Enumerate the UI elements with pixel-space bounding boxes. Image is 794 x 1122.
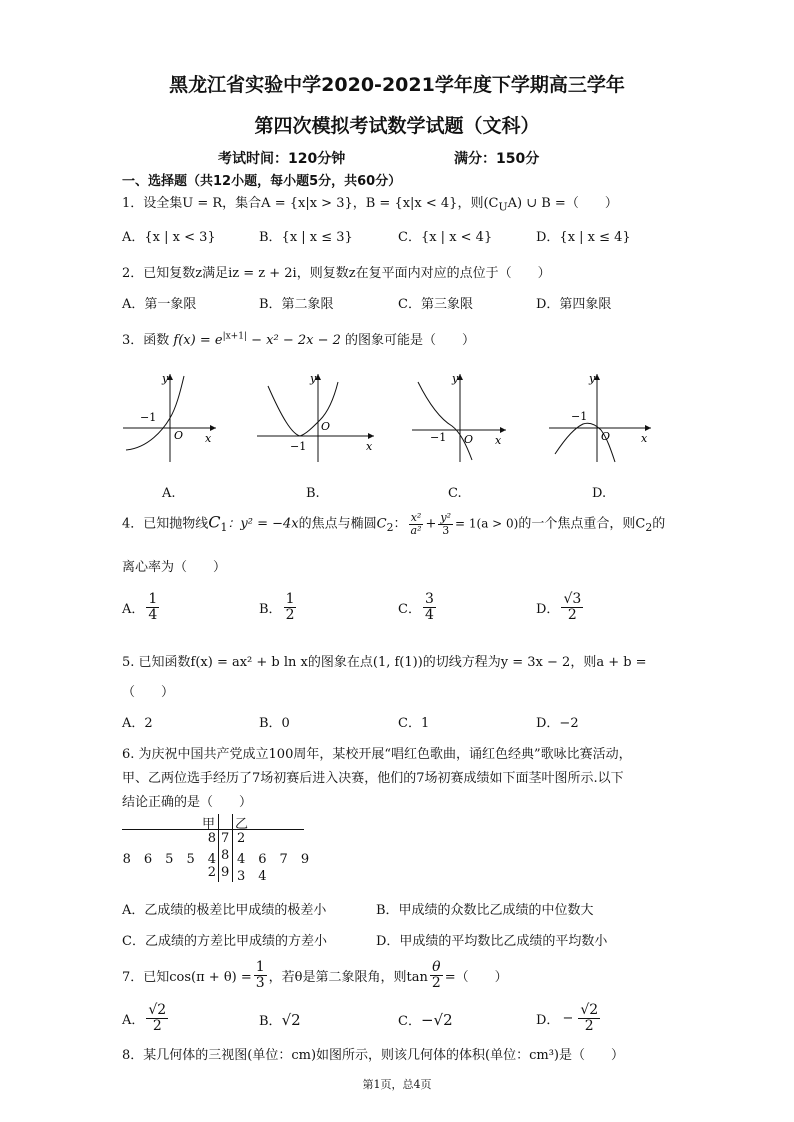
page-title-line2: 第四次模拟考试数学试题（文科） <box>254 115 540 137</box>
graph-a-y-label: y <box>162 372 169 385</box>
q7-option-c: C． −√2 <box>398 1010 453 1029</box>
graph-b-x-label: x <box>366 440 373 453</box>
graph-a <box>118 368 218 464</box>
graph-d-y-label: y <box>589 372 596 385</box>
q5-option-b: B．0 <box>259 716 290 731</box>
graph-b-origin: O <box>321 420 331 433</box>
q1-option-a: A．{x | x < 3} <box>122 230 216 245</box>
page-footer: 第1页，总4页 <box>362 1078 432 1091</box>
question-5-stem: 5. 已知函数f(x) = ax² + b ln x的图象在点(1, f(1))的切线方程为y = 3x − 2，则a + b = <box>122 655 647 670</box>
graph-c-x-label: x <box>495 434 502 447</box>
q1-option-c: C．{x | x < 4} <box>398 230 493 245</box>
q4-option-d: D． $\frac{√3}{2}$ <box>536 591 582 623</box>
stem-leaf-head-right: 乙 <box>235 817 249 832</box>
stem-leaf-row-3-right: 3 4 <box>237 869 267 884</box>
question-4-stem: 4．已知抛物线$C_1$：y² = −4x的焦点与椭圆$C_2$： $\frac{\text{x²}}{\text{a²}}$ + $\frac{\text{y²}}{3}$ = 1(a > 0)的一个焦点重合，则$C_2$的 <box>122 511 666 537</box>
graph-d-minus-one: −1 <box>571 410 588 423</box>
q4-option-b: B． $\frac{1}{2}$ <box>259 591 295 623</box>
graph-a-origin: O <box>174 429 184 442</box>
stem-leaf-row-2-stem: 8 <box>221 848 230 863</box>
q1-option-b: B．{x | x ≤ 3} <box>259 230 353 245</box>
q6-option-a: A．乙成绩的极差比甲成绩的极差小 <box>122 903 327 918</box>
q6-option-d: D．甲成绩的平均数比乙成绩的平均数小 <box>376 934 608 949</box>
q2-option-b: B．第二象限 <box>259 297 334 312</box>
graph-b-label: B. <box>306 486 320 501</box>
question-7-stem: 7．已知cos(π + θ) = $\frac{1}{3}$ ，若θ是第二象限角，则tan $\frac{\theta}{2}$ =（ ） <box>122 959 508 991</box>
q7-option-a: A． $\frac{√2}{2}$ <box>122 1002 167 1034</box>
q2-option-d: D．第四象限 <box>536 297 612 312</box>
graph-b <box>254 368 378 464</box>
question-8-stem: 8．某几何体的三视图(单位：cm)如图所示，则该几何体的体积(单位：cm³)是（ ） <box>122 1048 624 1063</box>
stem-leaf-row-2-right: 4 6 7 9 <box>237 852 310 867</box>
q6-option-b: B．甲成绩的众数比乙成绩的中位数大 <box>376 903 594 918</box>
q7-option-d: D． − $\frac{√2}{2}$ <box>536 1002 599 1034</box>
graph-a-x-label: x <box>205 432 212 445</box>
q2-option-c: C．第三象限 <box>398 297 473 312</box>
graph-b-y-label: y <box>310 372 317 385</box>
graph-c-minus-one: −1 <box>430 431 447 444</box>
graph-b-minus-one: −1 <box>290 440 307 453</box>
graph-d-x-label: x <box>641 432 648 445</box>
stem-leaf-plot <box>122 812 310 884</box>
q7-option-b: B． √2 <box>259 1010 301 1029</box>
graph-c <box>408 368 508 464</box>
q4-option-a: A． $\frac{1}{4}$ <box>122 591 158 623</box>
graph-c-label: C. <box>448 486 462 501</box>
q2-option-a: A．第一象限 <box>122 297 197 312</box>
question-6-line3: 结论正确的是（ ） <box>122 795 253 810</box>
section-heading: 一、选择题（共12小题，每小题5分，共60分） <box>122 174 402 189</box>
stem-leaf-row-3-stem: 9 <box>221 865 230 880</box>
q4-option-c: C． $\frac{3}{4}$ <box>398 591 434 623</box>
question-5-stem-line2: （ ） <box>122 685 175 700</box>
graph-a-label: A. <box>162 486 176 501</box>
full-score: 满分：150分 <box>454 151 540 167</box>
q1-option-d: D．{x | x ≤ 4} <box>536 230 631 245</box>
stem-leaf-row-2-left: 8 6 5 5 4 <box>122 852 216 867</box>
q5-option-a: A．2 <box>122 716 153 731</box>
graph-a-minus-one: −1 <box>140 411 157 424</box>
graph-d <box>545 368 655 464</box>
stem-leaf-head-left: 甲 <box>202 817 216 832</box>
question-6-line1: 6. 为庆祝中国共产党成立100周年，某校开展“唱红色歌曲，诵红色经典”歌咏比赛活动， <box>122 747 632 762</box>
stem-leaf-row-1-right: 2 <box>237 831 246 846</box>
graph-c-origin: O <box>464 433 474 446</box>
q5-option-d: D．−2 <box>536 716 579 731</box>
stem-leaf-row-1-left: 8 <box>207 831 216 846</box>
q6-option-c: C．乙成绩的方差比甲成绩的方差小 <box>122 934 327 949</box>
question-2-stem: 2．已知复数z满足iz = z + 2i，则复数z在复平面内对应的点位于（ ） <box>122 266 551 281</box>
stem-leaf-row-1-stem: 7 <box>221 831 230 846</box>
question-4-stem-line2: 离心率为（ ） <box>122 560 227 575</box>
page-title-line1: 黑龙江省实验中学2020-2021学年度下学期高三学年 <box>169 74 625 96</box>
graph-d-label: D. <box>592 486 607 501</box>
exam-time: 考试时间：120分钟 <box>218 151 346 167</box>
graph-c-y-label: y <box>452 372 459 385</box>
stem-leaf-row-3-left: 2 <box>207 865 216 880</box>
question-6-line2: 甲、乙两位选手经历了7场初赛后进入决赛，他们的7场初赛成绩如下面茎叶图所示.以下 <box>122 771 624 786</box>
q5-option-c: C．1 <box>398 716 430 731</box>
question-1-stem: 1．设全集U = R，集合A = {x|x > 3}，B = {x|x < 4}，则$(C_UA)$ ∪ B =（ ） <box>122 196 618 214</box>
question-3-stem: 3．函数 $f(x) = e^{|x+1|} - x^2 - 2x - 2$ 的图象可能是（ ） <box>122 331 476 348</box>
graph-d-origin: O <box>601 430 611 443</box>
